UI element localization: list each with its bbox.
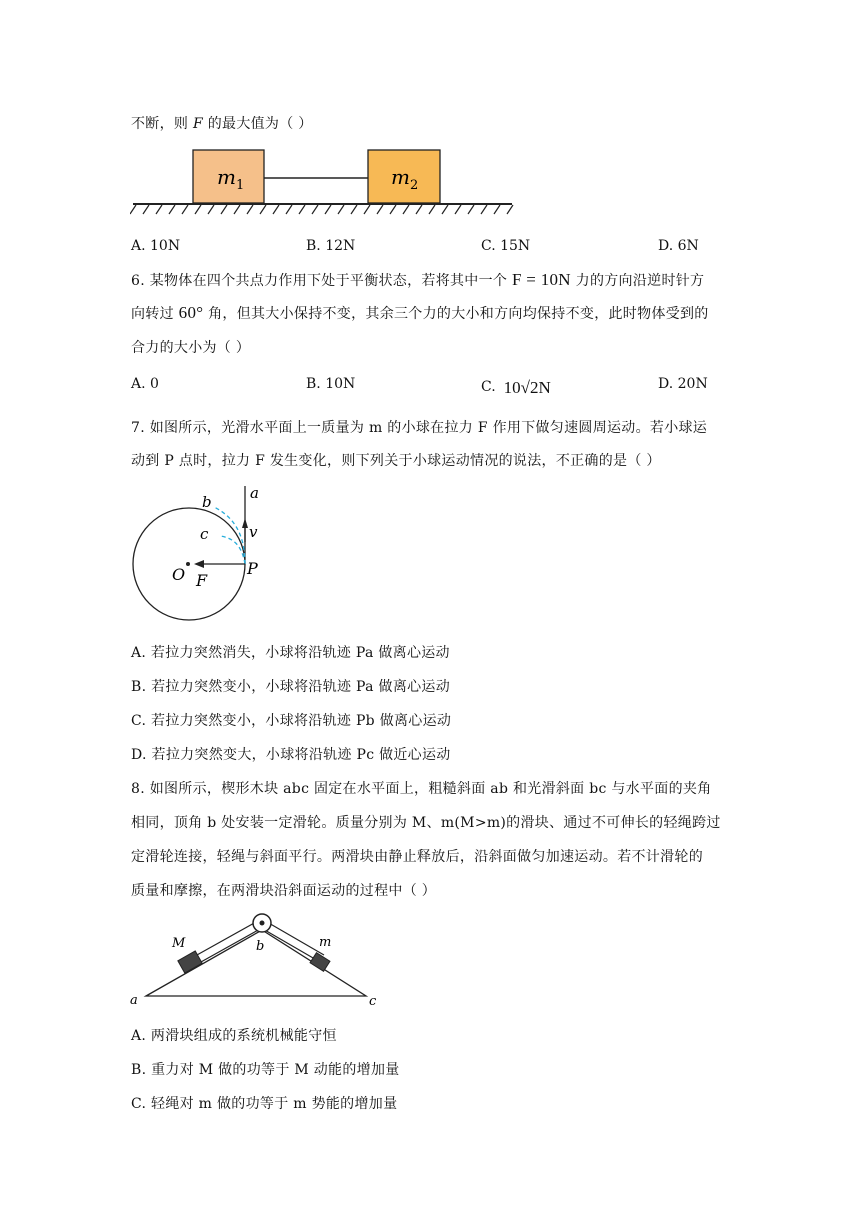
q7-stem-line1: 7. 如图所示，光滑水平面上一质量为 m 的小球在拉力 F 作用下做匀速圆周运动。若小球运 bbox=[131, 420, 708, 436]
q5-options bbox=[131, 238, 711, 258]
q8-option-c[interactable]: C. 轻绳对 m 做的功等于 m 势能的增加量 bbox=[131, 1096, 398, 1112]
q5-blocks-figure bbox=[130, 148, 520, 220]
label-M: M bbox=[172, 936, 186, 951]
label-P: P bbox=[247, 559, 258, 578]
q5-option-c[interactable]: C. 15N bbox=[481, 238, 531, 254]
q6-option-a[interactable]: A. 0 bbox=[131, 376, 159, 392]
q8-stem-line4: 质量和摩擦，在两滑块沿斜面运动的过程中（ ） bbox=[131, 883, 437, 899]
q8-option-b[interactable]: B. 重力对 M 做的功等于 M 动能的增加量 bbox=[131, 1062, 400, 1078]
q6-option-c-value: 10√2N bbox=[503, 378, 551, 397]
q5-tail-var: F bbox=[192, 116, 203, 132]
q6-line2-suffix: 角，但其大小保持不变，其余三个力的大小和方向均保持不变，此时物体受到的 bbox=[203, 306, 709, 322]
pulley-axle bbox=[260, 921, 265, 926]
q7-option-a[interactable]: A. 若拉力突然消失，小球将沿轨迹 Pa 做离心运动 bbox=[131, 645, 450, 661]
velocity-arrowhead bbox=[242, 518, 248, 528]
q8-stem-line3: 定滑轮连接，轻绳与斜面平行。两滑块由静止释放后，沿斜面做匀加速运动。若不计滑轮的 bbox=[131, 849, 703, 865]
m2-label: $m_2$ bbox=[391, 165, 419, 193]
q5-tail-prefix: 不断，则 bbox=[131, 116, 193, 132]
q6-options bbox=[131, 376, 711, 396]
label-F: F bbox=[196, 571, 208, 590]
q6-line2-prefix: 向转过 bbox=[131, 306, 179, 322]
q5-option-b[interactable]: B. 12N bbox=[306, 238, 356, 254]
center-point bbox=[186, 562, 190, 566]
q5-stem-tail bbox=[131, 113, 313, 133]
label-a: a bbox=[250, 484, 259, 502]
q6-stem-line2 bbox=[131, 303, 709, 323]
rope-right-bottom bbox=[263, 929, 320, 962]
q6-angle: 60° bbox=[178, 303, 204, 322]
label-O: O bbox=[172, 565, 186, 584]
q6-line1-prefix: 6. 某物体在四个共点力作用下处于平衡状态，若将其中一个 bbox=[131, 273, 512, 289]
label-b: b bbox=[256, 939, 265, 954]
q8-wedge-figure bbox=[126, 910, 386, 1010]
q8-option-a[interactable]: A. 两滑块组成的系统机械能守恒 bbox=[131, 1028, 337, 1044]
rope-left-bottom bbox=[192, 929, 260, 967]
q5-tail-suffix: 的最大值为（ ） bbox=[202, 116, 313, 132]
label-c: c bbox=[200, 525, 209, 543]
q7-option-b[interactable]: B. 若拉力突然变小，小球将沿轨迹 Pa 做离心运动 bbox=[131, 679, 451, 695]
q6-option-d[interactable]: D. 20N bbox=[658, 376, 708, 392]
m1-label: $m_1$ bbox=[217, 165, 245, 193]
q6-stem-line3: 合力的大小为（ ） bbox=[131, 340, 251, 356]
q7-option-c[interactable]: C. 若拉力突然变小，小球将沿轨迹 Pb 做离心运动 bbox=[131, 713, 452, 729]
q8-stem-line1: 8. 如图所示，楔形木块 abc 固定在水平面上，粗糙斜面 ab 和光滑斜面 bc 与水平面的夹角 bbox=[131, 781, 712, 797]
label-c: c bbox=[369, 994, 377, 1009]
label-b: b bbox=[202, 493, 212, 511]
label-m: m bbox=[319, 935, 332, 950]
path-pb-dashed bbox=[214, 507, 245, 564]
q6-option-b[interactable]: B. 10N bbox=[306, 376, 356, 392]
q8-stem-line2: 相同，顶角 b 处安装一定滑轮。质量分别为 M、m(M>m)的滑块、通过不可伸长的轻绳跨过 bbox=[131, 815, 721, 831]
q5-option-a[interactable]: A. 10N bbox=[131, 238, 181, 254]
q6-option-c-letter: C. bbox=[481, 379, 496, 395]
q6-formula: F = 10N bbox=[511, 270, 571, 289]
q6-line1-suffix: 力的方向沿逆时针方 bbox=[570, 273, 705, 289]
q7-option-d[interactable]: D. 若拉力突然变大，小球将沿轨迹 Pc 做近心运动 bbox=[131, 747, 451, 763]
q7-stem-line2: 动到 P 点时，拉力 F 发生变化，则下列关于小球运动情况的说法，不正确的是（ ） bbox=[131, 453, 661, 469]
ground-hatch bbox=[130, 205, 513, 214]
q6-option-c[interactable] bbox=[481, 376, 551, 396]
q6-stem-line1 bbox=[131, 270, 704, 290]
q7-circle-figure bbox=[128, 482, 288, 627]
q5-option-d[interactable]: D. 6N bbox=[658, 238, 699, 254]
rope-left-top bbox=[188, 922, 256, 960]
path-pc-dashed bbox=[220, 536, 245, 564]
label-v: v bbox=[249, 523, 258, 541]
block-m bbox=[310, 953, 330, 972]
label-a: a bbox=[130, 993, 138, 1008]
force-arrowhead bbox=[194, 560, 204, 568]
